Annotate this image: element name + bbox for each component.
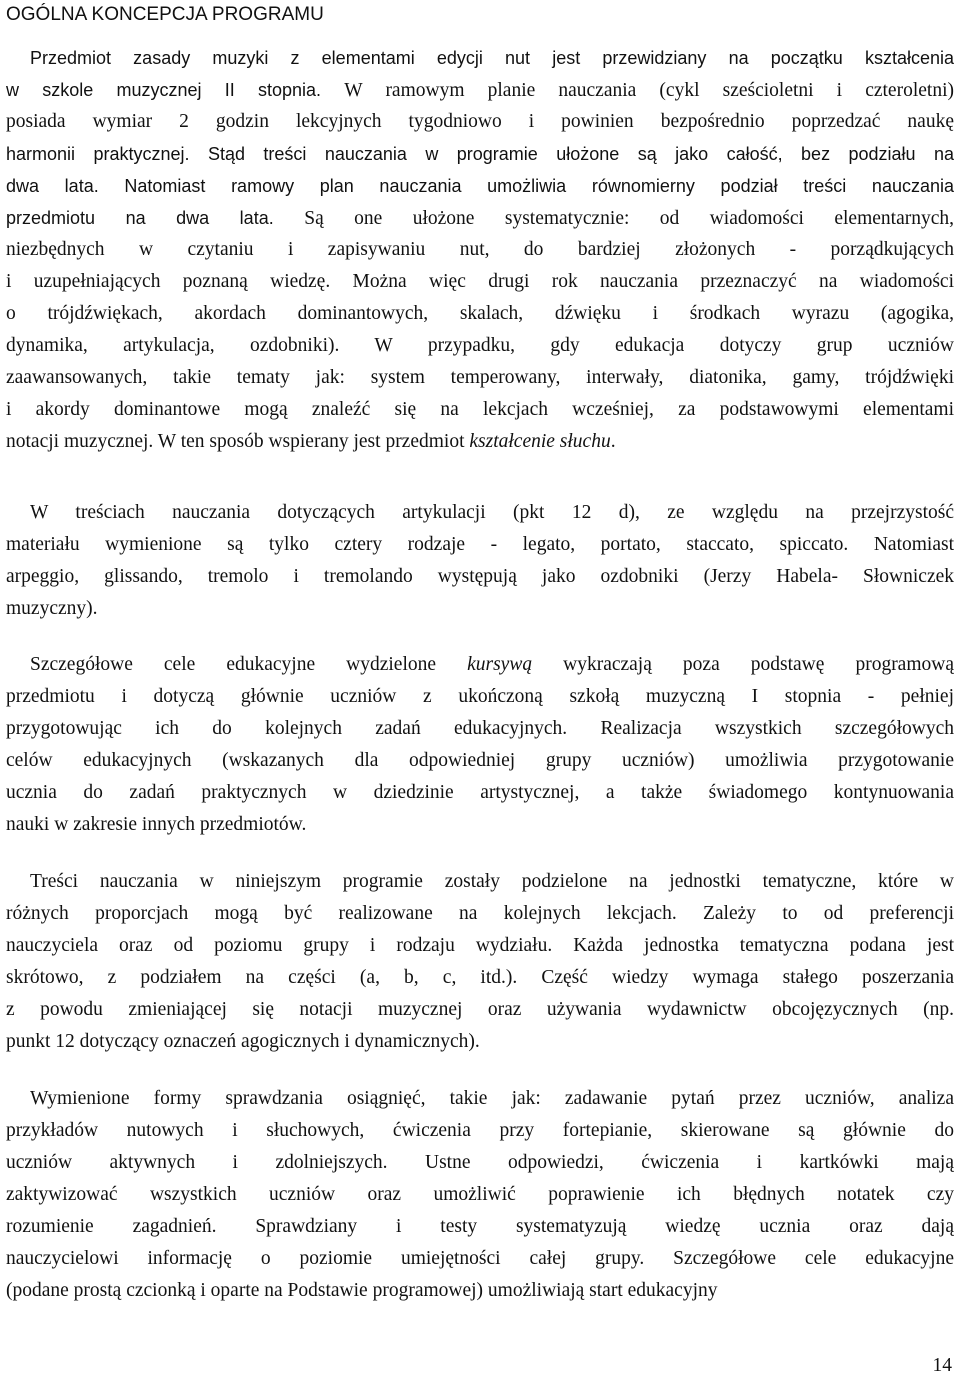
text-segment: . [610,431,616,452]
text-line [6,1243,954,1275]
text-line [6,394,954,426]
text-segment: o trójdźwiękach, akordach dominantowych, skalach, dźwięku i środkach wyrazu (agogika, [6,303,954,324]
text-segment: W treściach nauczania dotyczących artykulacji (pkt 12 d), ze względu na przejrzystość [30,502,954,523]
text-segment: niezbędnych w czytaniu i zapisywaniu nut, do bardziej złożonych - porządkujących [6,239,954,260]
text-segment: skrótowo, z podziałem na części (a, b, c, itd.). Część wiedzy wymaga stałego poszerzania [6,967,954,988]
text-line [6,266,954,298]
text-line [6,497,954,529]
text-line [6,1275,954,1307]
text-line [6,898,954,930]
text-segment: celów edukacyjnych (wskazanych dla odpowiedniej grupy uczniów) umożliwia przygotowanie [6,750,954,771]
text-segment: przygotowując ich do kolejnych zadań edukacyjnych. Realizacja wszystkich szczegółowych [6,718,954,739]
text-line [6,809,954,841]
text-segment: przedmiotu na dwa lata. [6,208,305,228]
text-line [6,1115,954,1147]
text-line [6,426,954,458]
text-line [6,74,954,106]
text-line [6,866,954,898]
text-line [6,106,954,138]
text-line [6,1026,954,1058]
text-segment: Przedmiot zasady muzyki z elementami edycji nut jest przewidziany na początku kształcenia [30,48,954,68]
text-segment: zaktywizować wszystkich uczniów oraz umożliwić poprawienie ich błędnych notatek czy [6,1184,954,1205]
text-line [6,298,954,330]
text-segment: wykraczają poza podstawę programową [532,654,954,675]
text-segment: Natomiast ramowy plan nauczania umożliwia równomierny podział treści nauczania [124,176,954,196]
text-segment: notacji muzycznej. W ten sposób wspierany jest przedmiot [6,431,470,452]
text-line [6,202,954,234]
text-segment: różnych proporcjach mogą być realizowane na kolejnych lekcjach. Zależy to od preferencji [6,903,954,924]
text-line [6,561,954,593]
section-heading: OGÓLNA KONCEPCJA PROGRAMU [6,4,324,25]
text-segment: nauczycielowi informację o poziomie umiejętności całej grupy. Szczegółowe cele edukacyjne [6,1248,954,1269]
text-segment: posiada wymiar 2 godzin lekcyjnych tygodniowo i powinien bezpośrednio poprzedzać naukę [6,111,954,132]
text-line [6,1211,954,1243]
paragraph-concept [6,42,954,458]
text-line [6,362,954,394]
text-segment: przedmiotu i dotyczą głównie uczniów z ukończoną szkołą muzyczną I stopnia - pełniej [6,686,954,707]
text-segment: uczniów aktywnych i zdolniejszych. Ustne odpowiedzi, ćwiczenia i kartkówki mają [6,1152,954,1173]
text-segment: muzyczny). [6,598,98,619]
text-segment: Treści nauczania w niniejszym programie zostały podzielone na jednostki tematyczne, które w [30,871,954,892]
text-segment: arpeggio, glissando, tremolo i tremolando występują jako ozdobniki (Jerzy Habela- Słowniczek [6,566,954,587]
text-segment: (podane prostą czcionką i oparte na Podstawie programowej) umożliwiają start edukacyjny [6,1280,718,1301]
paragraph-educational-goals [6,649,954,841]
text-segment: rozumienie zagadnień. Sprawdziany i testy systematyzują wiedzę ucznia oraz dają [6,1216,954,1237]
paragraph-teaching-content [6,866,954,1058]
text-segment: przykładów nutowych i słuchowych, ćwiczenia przy fortepianie, skierowane są głównie do [6,1120,954,1141]
text-segment: harmonii praktycznej. [6,144,208,164]
text-segment: dynamika, artykulacja, ozdobniki). [6,335,375,356]
text-segment: dwa lata. [6,176,125,196]
text-line [6,713,954,745]
text-segment: nauki w zakresie innych przedmiotów. [6,814,307,835]
text-segment: Stąd treści nauczania w programie ułożone są jako całość, bez podziału na [207,144,954,164]
text-line [6,994,954,1026]
text-line [6,649,954,681]
text-line [6,962,954,994]
text-segment: i uzupełniających poznaną wiedzę. [6,271,353,292]
text-segment: Są one ułożone systematycznie: od wiadomości elementarnych, [304,208,954,229]
text-segment: Szczegółowe cele edukacyjne wydzielone [30,654,468,675]
text-line [6,42,954,74]
text-segment: zaawansowanych, takie tematy jak: system temperowany, interwały, diatonika, gamy, trójdźwięki [6,367,954,388]
text-line [6,529,954,561]
text-segment: Można więc drugi rok nauczania przeznaczyć na wiadomości [352,271,954,292]
text-segment: punkt 12 dotyczący oznaczeń agogicznych i dynamicznych). [6,1031,480,1052]
text-segment: W ramowym planie nauczania (cykl sześcioletni i czteroletni) [344,80,954,101]
text-line [6,777,954,809]
text-segment: nauczyciela oraz od poziomu grupy i rodzaju wydziału. Każda jednostka tematyczna podana jest [6,935,954,956]
page-number: 14 [932,1355,952,1376]
paragraph-assessment [6,1083,954,1307]
text-line [6,330,954,362]
italic-text: kształcenie słuchu [469,431,611,452]
text-segment: ucznia do zadań praktycznych w dziedzinie artystycznej, a także świadomego kontynuowania [6,782,954,803]
text-segment: w szkole muzycznej II stopnia. [6,80,345,100]
text-segment: materiału wymienione są tylko cztery rodzaje - legato, portato, staccato, spiccato. Natomiast [6,534,954,555]
italic-text: kursywą [467,654,533,675]
text-line [6,170,954,202]
text-line [6,1083,954,1115]
text-line [6,1179,954,1211]
paragraph-articulation [6,497,954,625]
text-line [6,681,954,713]
text-segment: W przypadku, gdy edukacja dotyczy grup uczniów [374,335,954,356]
text-line [6,138,954,170]
text-line [6,234,954,266]
text-line [6,1147,954,1179]
text-segment: Wymienione formy sprawdzania osiągnięć, takie jak: zadawanie pytań przez uczniów, analiza [30,1088,954,1109]
text-line [6,593,954,625]
text-line [6,745,954,777]
text-line [6,930,954,962]
text-segment: z powodu zmieniającej się notacji muzycznej oraz używania wydawnictw obcojęzycznych (np. [6,999,954,1020]
document-page [6,0,954,1384]
text-segment: i akordy dominantowe mogą znaleźć się na lekcjach wcześniej, za podstawowymi elementami [6,399,954,420]
